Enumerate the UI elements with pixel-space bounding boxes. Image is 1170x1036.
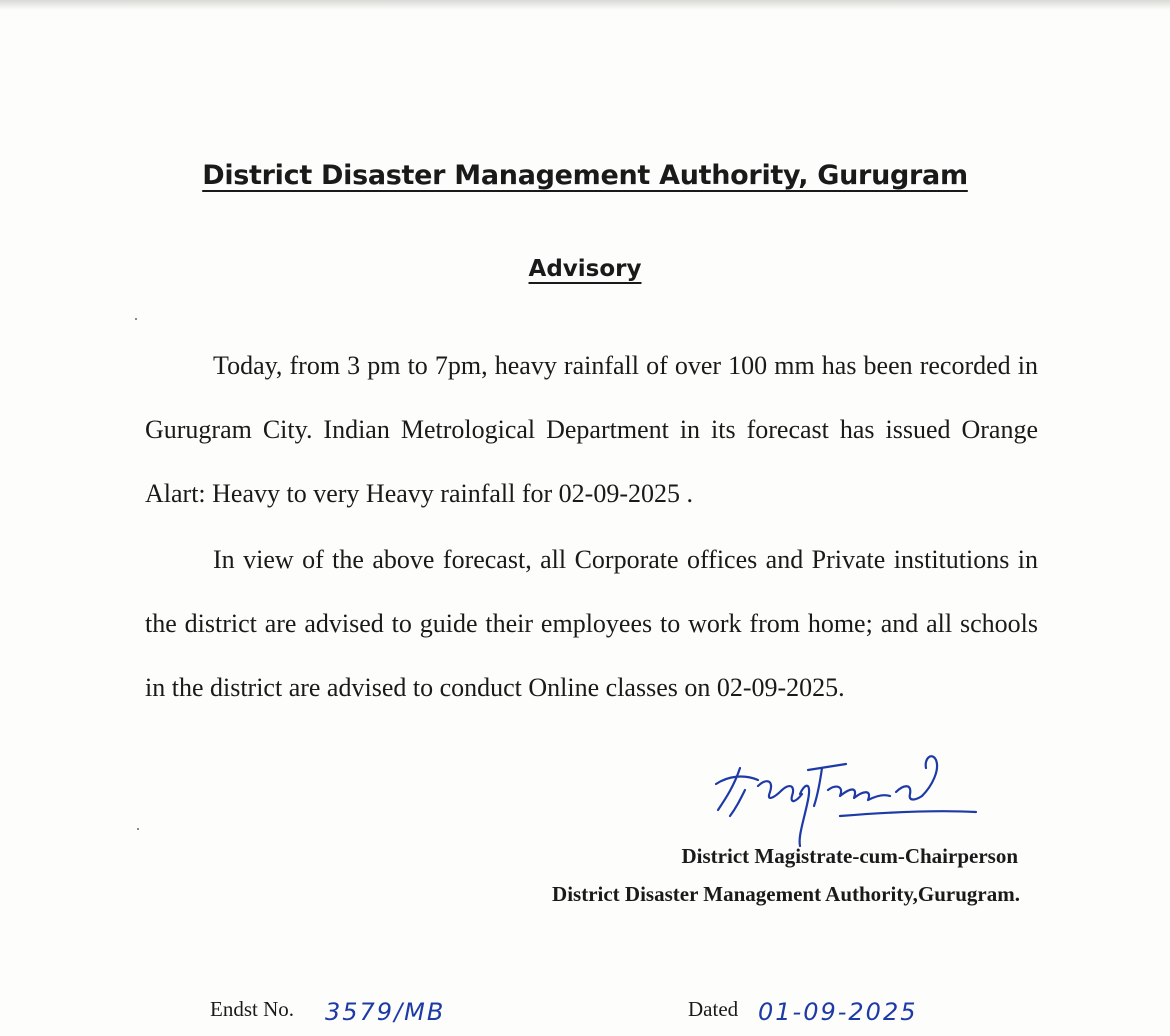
dated-label: Dated	[688, 997, 739, 1021]
dated-value: 01-09-2025	[758, 998, 918, 1026]
paragraph-1: Today, from 3 pm to 7pm, heavy rainfall of over 100 mm has been recorded in Gurugram City. Indian Metrological Department in its forecast has issued Orange Alart: Heavy to very Heavy rainfall for 02-09-2025 .	[145, 351, 1038, 508]
endst-label: Endst No.	[210, 997, 294, 1021]
document-subtitle: Advisory	[528, 256, 642, 282]
handwritten-signature	[700, 740, 990, 850]
scan-speck	[135, 318, 137, 320]
signatory-designation: District Magistrate-cum-Chairperson	[681, 844, 1018, 868]
paragraph-2: In view of the above forecast, all Corporate offices and Private institutions in the district are advised to guide their employees to work from home; and all schools in the district are advised to conduct Online classes on 02-09-2025.	[145, 545, 1038, 702]
endst-number: 3579/MB	[325, 998, 446, 1026]
scan-speck	[137, 828, 139, 830]
scan-edge-shadow	[0, 0, 1170, 10]
document-title: District Disaster Management Authority, Gurugram	[202, 160, 968, 191]
signatory-office: District Disaster Management Authority,Gurugram.	[552, 882, 1020, 906]
